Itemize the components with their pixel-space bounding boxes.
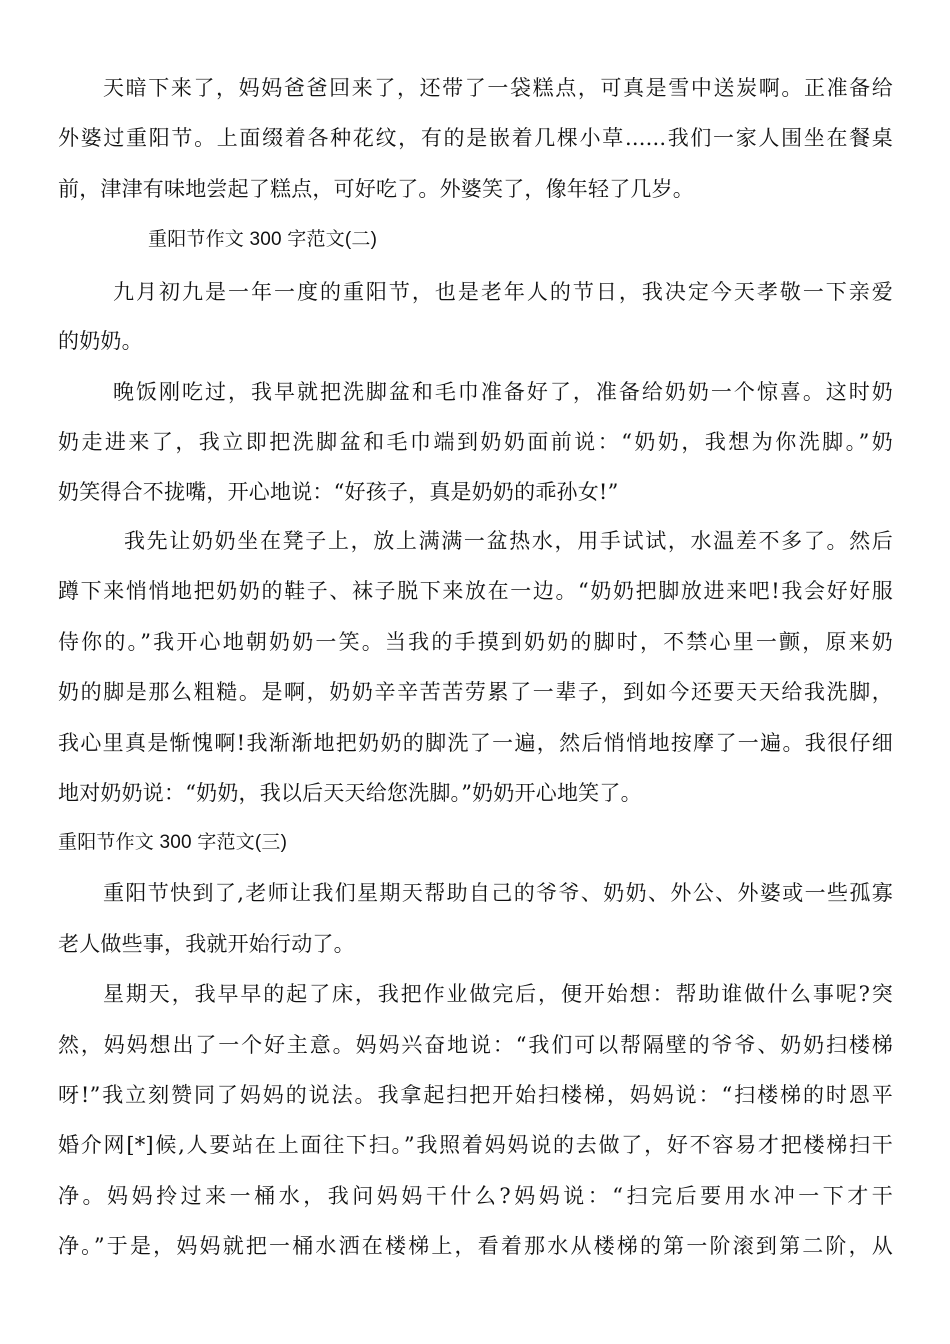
paragraph-line: 净。”于是，妈妈就把一桶水洒在楼梯上，看着那水从楼梯的第一阶滚到第二阶，从 [58,1234,893,1258]
paragraph-line: 然，妈妈想出了一个好主意。妈妈兴奋地说：“我们可以帮隔壁的爷爷、奶奶扫楼梯 [58,1033,893,1057]
paragraph-line: 奶笑得合不拢嘴，开心地说：“好孩子，真是奶奶的乖孙女!” [58,480,619,504]
section-heading: 重阳节作文 300 字范文(二) [148,229,378,250]
paragraph-line: 蹲下来悄悄地把奶奶的鞋子、袜子脱下来放在一边。“奶奶把脚放进来吧!我会好好服 [58,579,893,603]
paragraph-line: 我心里真是惭愧啊!我渐渐地把奶奶的脚洗了一遍，然后悄悄地按摩了一遍。我很仔细 [58,731,893,755]
paragraph-line: 婚介网[*]候,人要站在上面往下扫。”我照着妈妈说的去做了，好不容易才把楼梯扫干 [58,1133,893,1157]
paragraph-line: 天暗下来了，妈妈爸爸回来了，还带了一袋糕点，可真是雪中送炭啊。正准备给 [103,76,893,100]
paragraph-line: 奶走进来了，我立即把洗脚盆和毛巾端到奶奶面前说：“奶奶，我想为你洗脚。”奶 [58,430,893,454]
paragraph-line: 前，津津有味地尝起了糕点，可好吃了。外婆笑了，像年轻了几岁。 [58,177,694,201]
paragraph-line: 我先让奶奶坐在凳子上，放上满满一盆热水，用手试试，水温差不多了。然后 [124,529,893,553]
paragraph-line: 九月初九是一年一度的重阳节，也是老年人的节日，我决定今天孝敬一下亲爱 [113,280,893,304]
paragraph-line: 晚饭刚吃过，我早就把洗脚盆和毛巾准备好了，准备给奶奶一个惊喜。这时奶 [113,380,893,404]
paragraph-line: 呀!”我立刻赞同了妈妈的说法。我拿起扫把开始扫楼梯，妈妈说：“扫楼梯的时恩平 [58,1083,893,1107]
paragraph-line: 星期天，我早早的起了床，我把作业做完后，便开始想：帮助谁做什么事呢?突 [103,982,893,1006]
paragraph-line: 地对奶奶说：“奶奶，我以后天天给您洗脚。”奶奶开心地笑了。 [58,781,642,805]
section-heading: 重阳节作文 300 字范文(三) [58,832,288,853]
paragraph-line: 净。妈妈拎过来一桶水，我问妈妈干什么?妈妈说：“扫完后要用水冲一下才干 [58,1184,893,1208]
paragraph-line: 重阳节快到了,老师让我们星期天帮助自己的爷爷、奶奶、外公、外婆或一些孤寡 [103,881,893,905]
paragraph-line: 侍你的。”我开心地朝奶奶一笑。当我的手摸到奶奶的脚时，不禁心里一颤，原来奶 [58,630,893,654]
paragraph-line: 外婆过重阳节。上面缀着各种花纹，有的是嵌着几棵小草......我们一家人围坐在餐桌 [58,126,893,150]
paragraph-line: 的奶奶。 [58,329,143,353]
paragraph-line: 老人做些事，我就开始行动了。 [58,932,355,956]
paragraph-line: 奶的脚是那么粗糙。是啊，奶奶辛辛苦苦劳累了一辈子，到如今还要天天给我洗脚， [58,680,893,704]
